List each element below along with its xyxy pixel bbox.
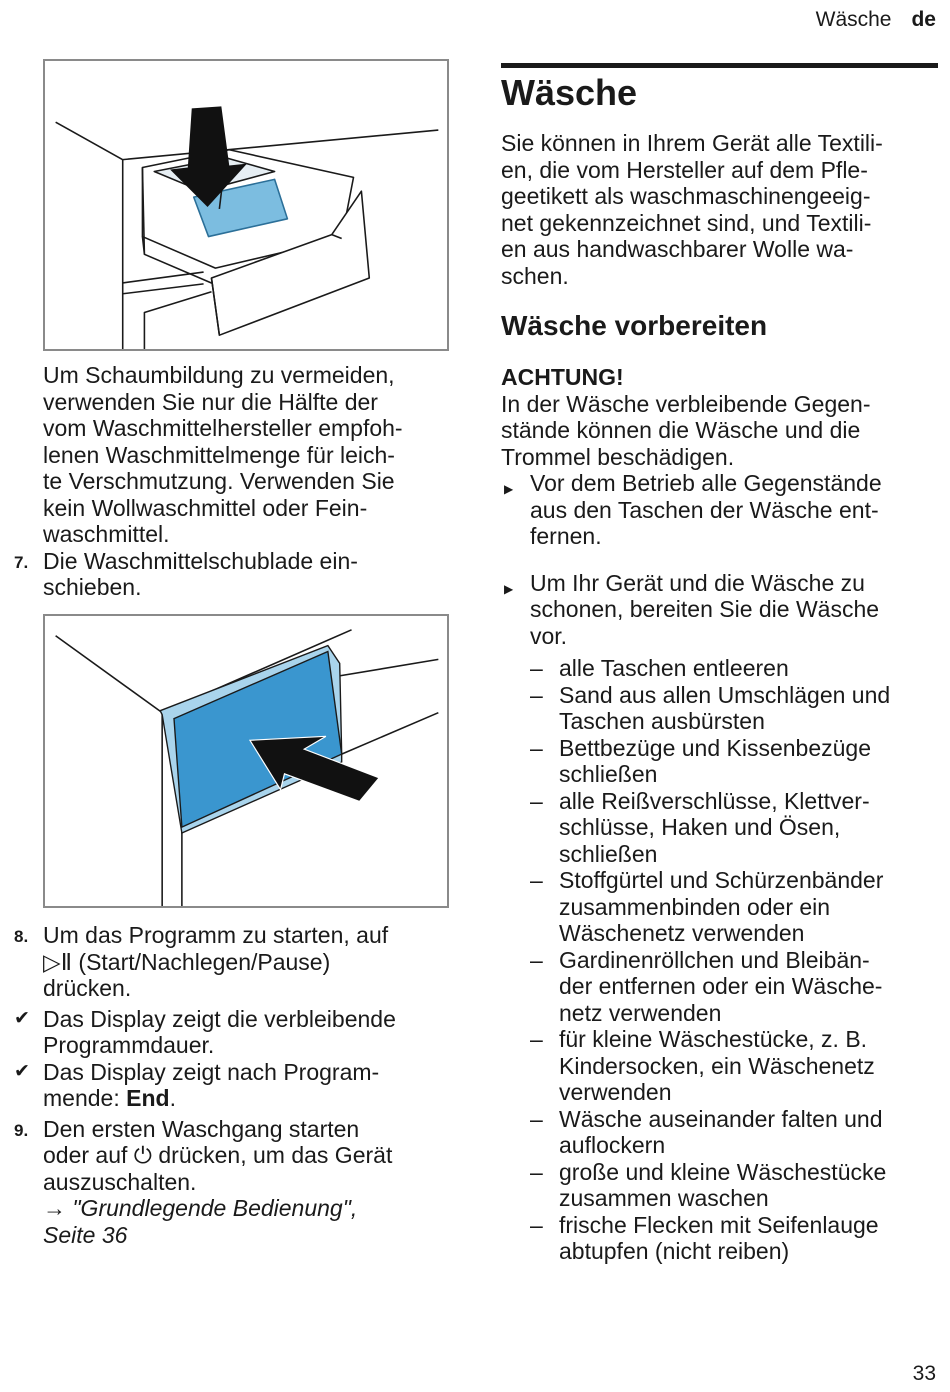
step-text: oder auf (43, 1142, 134, 1168)
triangle-bullet-icon: ▶ (504, 482, 514, 496)
warning-line: stände können die Wäsche und die (501, 417, 861, 443)
check-icon: ✔ (14, 1060, 30, 1082)
bullet-line: fernen. (530, 523, 602, 549)
dash-marker: – (530, 734, 543, 761)
dash-marker: – (530, 1105, 543, 1132)
left-column-lower (14, 922, 459, 1248)
list-item (530, 655, 941, 682)
list-item-line: netz verwenden (559, 999, 722, 1026)
list-item-line: schließen (559, 761, 658, 787)
list-item-line: der entfernen oder ein Wäsche- (559, 973, 883, 999)
dash-marker: – (530, 1026, 543, 1052)
step-line: Um das Programm zu starten, auf (43, 922, 389, 948)
step-line (43, 1142, 459, 1169)
result-line: Das Display zeigt die verbleibende (43, 1005, 396, 1032)
list-item (530, 682, 941, 735)
list-item (530, 1159, 941, 1212)
dash-marker: – (530, 787, 543, 814)
dash-marker: – (530, 946, 543, 973)
list-item (530, 788, 941, 868)
bullet-item (501, 570, 941, 650)
list-item-line: Wäschenetz verwenden (559, 920, 805, 946)
dash-marker: – (530, 655, 543, 681)
start-pause-icon: ▷Ⅱ (43, 948, 73, 975)
step-line: schieben. (43, 574, 142, 600)
warning-title: ACHTUNG! (501, 364, 624, 390)
list-item-line: frische Flecken mit Seifenlauge (559, 1211, 879, 1238)
note-line: vom Waschmittelhersteller empfoh- (43, 415, 403, 441)
list-item-line: schlüsse, Haken und Ösen, (559, 814, 841, 840)
figure-detergent-drawer (43, 59, 449, 351)
subsection-title: Wäsche vorbereiten (501, 310, 768, 341)
list-item-line: schließen (559, 840, 658, 867)
list-item (530, 1212, 941, 1265)
check-icon: ✔ (14, 1007, 30, 1029)
dash-marker: – (530, 867, 543, 893)
list-item-line: Gardinenröllchen und Bleibän- (559, 946, 870, 973)
list-item-line: Sand aus allen Umschlägen und (559, 681, 891, 708)
step-line: Den ersten Waschgang starten (43, 1115, 360, 1142)
result-text: mende: (43, 1085, 127, 1111)
list-item-line: auflockern (559, 1132, 666, 1158)
header-language: de (911, 8, 936, 31)
list-item-line: große und kleine Wäschestücke (559, 1158, 887, 1185)
page-number: 33 (912, 1362, 936, 1385)
list-item (530, 867, 941, 947)
bullet-line: schonen, bereiten Sie die Wäsche (530, 596, 880, 622)
step-number: 8. (14, 927, 29, 946)
intro-line: geetikett als waschmaschinengeeig- (501, 183, 871, 209)
result-text: . (169, 1085, 176, 1111)
running-header (816, 8, 936, 32)
note-line: waschmittel. (43, 521, 170, 547)
list-item-line: Bettbezüge und Kissenbezüge (559, 734, 872, 761)
list-item (530, 1026, 941, 1106)
warning-line: In der Wäsche verbleibende Gegen- (501, 390, 871, 417)
list-item (530, 947, 941, 1027)
list-item-line: alle Taschen entleeren (559, 655, 789, 681)
bullet-line: vor. (530, 622, 568, 649)
step-7 (14, 548, 459, 601)
result-2 (14, 1059, 459, 1112)
header-section: Wäsche (815, 8, 892, 31)
display-end-text: End (126, 1085, 170, 1111)
intro-line: en aus handwaschbarer Wolle wa- (501, 236, 854, 262)
triangle-bullet-icon: ▶ (504, 581, 514, 596)
step-line: auszuschalten. (43, 1168, 197, 1195)
result-line (43, 1085, 459, 1112)
list-item-line: Kindersocken, ein Wäschenetz (559, 1052, 875, 1079)
list-item (530, 1106, 941, 1159)
drawer-push-in-illustration (45, 616, 447, 906)
note-line: verwenden Sie nur die Hälfte der (43, 388, 378, 415)
intro-line: net gekennzeichnet sind, und Textili- (501, 209, 872, 236)
list-item-line: für kleine Wäschestücke, z. B. (559, 1026, 868, 1052)
intro-paragraph (501, 130, 941, 289)
step-line (43, 949, 459, 976)
list-item-line: Wäsche auseinander falten und (559, 1105, 883, 1132)
step-9 (14, 1116, 459, 1249)
intro-line: schen. (501, 262, 569, 289)
section-rule (501, 63, 938, 68)
step-line-text: (Start/Nachlegen/Pause) (78, 948, 331, 975)
cross-reference-page[interactable]: Seite 36 (43, 1221, 128, 1248)
list-item-line: abtupfen (nicht reiben) (559, 1238, 790, 1264)
note-line: Um Schaumbildung zu vermeiden, (43, 362, 395, 388)
warning-line: Trommel beschädigen. (501, 443, 735, 470)
intro-line: en, die vom Hersteller auf dem Pfle- (501, 156, 868, 183)
step-line: drücken. (43, 975, 132, 1001)
list-item-line: Taschen ausbürsten (559, 708, 765, 734)
preparation-list (501, 655, 941, 1265)
bullet-line: aus den Taschen der Wäsche ent- (530, 496, 879, 523)
list-item-line: alle Reißverschlüsse, Klettver- (559, 787, 870, 814)
step-8 (14, 922, 459, 1002)
bullet-line: Um Ihr Gerät und die Wäsche zu (530, 569, 865, 596)
detergent-drawer-illustration (45, 61, 447, 349)
list-item (530, 735, 941, 788)
power-icon: ⏻ (133, 1142, 152, 1168)
list-item-line: zusammenbinden oder ein (559, 893, 831, 920)
step-number: 7. (14, 552, 29, 572)
bullet-item (501, 470, 941, 550)
warning-block (501, 364, 941, 1265)
step-number: 9. (14, 1120, 29, 1140)
step-line: Die Waschmittelschublade ein- (43, 547, 358, 574)
left-column (14, 362, 459, 601)
list-item-line: zusammen waschen (559, 1185, 769, 1211)
figure-drawer-push-in (43, 614, 449, 908)
intro-line: Sie können in Ihrem Gerät alle Textili- (501, 130, 883, 156)
dash-marker: – (530, 1158, 543, 1185)
result-line: Programmdauer. (43, 1032, 215, 1058)
list-item-line: Stoffgürtel und Schürzenbänder (559, 867, 884, 893)
list-item-line: verwenden (559, 1079, 672, 1105)
bullet-line: Vor dem Betrieb alle Gegenstände (530, 470, 882, 496)
dash-marker: – (530, 681, 543, 708)
note-line: kein Wollwaschmittel oder Fein- (43, 494, 368, 521)
result-1 (14, 1006, 459, 1059)
note-line: te Verschmutzung. Verwenden Sie (43, 468, 395, 494)
note-line: lenen Waschmittelmenge für leich- (43, 441, 395, 468)
cross-reference-link[interactable]: → "Grundlegende Bedienung", (43, 1195, 358, 1221)
step-text: drücken, um das Gerät (152, 1142, 393, 1168)
section-title: Wäsche (501, 72, 638, 113)
dash-marker: – (530, 1211, 543, 1238)
foam-note (14, 362, 459, 548)
result-line: Das Display zeigt nach Program- (43, 1058, 380, 1085)
